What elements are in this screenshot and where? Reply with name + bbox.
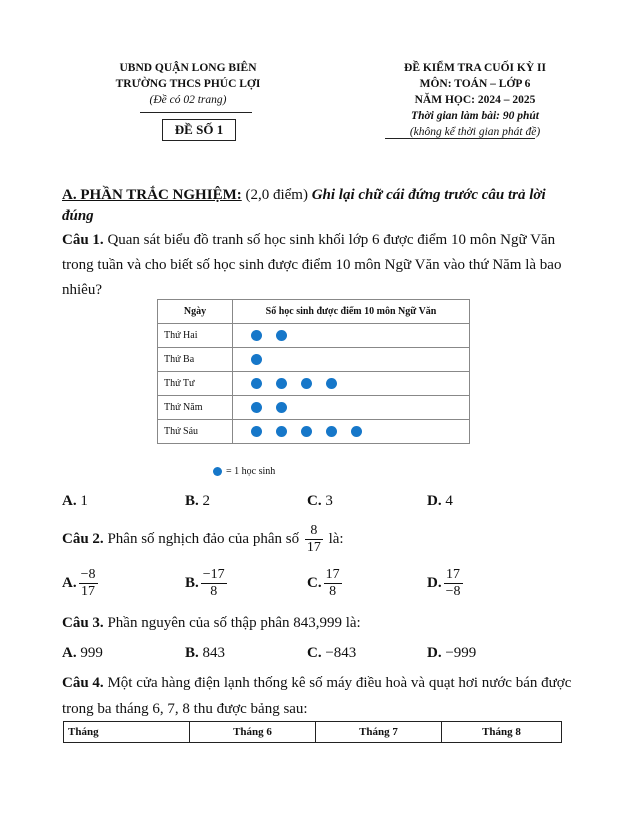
table-header-row bbox=[64, 722, 562, 743]
section-title: A. PHẦN TRẮC NGHIỆM: bbox=[62, 187, 242, 203]
day-label: Thứ Ba bbox=[158, 348, 233, 372]
legend-label: = 1 học sinh bbox=[226, 466, 276, 477]
student-dot-icon bbox=[276, 402, 287, 413]
table-row bbox=[158, 348, 470, 372]
option-d[interactable]: D. −999 bbox=[427, 645, 477, 661]
header-cell: Tháng bbox=[64, 722, 190, 743]
table-row bbox=[158, 372, 470, 396]
school-name: TRƯỜNG THCS PHÚC LỢI bbox=[115, 78, 261, 90]
option-b[interactable]: B. $\frac{-17}{8}$ bbox=[185, 567, 225, 599]
question-label: Câu 3. bbox=[62, 615, 104, 631]
section-a-heading bbox=[62, 185, 572, 227]
exam-title: ĐỀ KIỂM TRA CUỐI KỲ II bbox=[404, 62, 546, 74]
col-header-count: Số học sinh được điểm 10 môn Ngữ Văn bbox=[233, 300, 470, 324]
duration-note: (không kể thời gian phát đề) bbox=[409, 126, 541, 138]
page-count-note: (Đề có 02 trang) bbox=[149, 94, 227, 106]
exam-duration: Thời gian làm bài: 90 phút bbox=[411, 110, 539, 122]
question-2 bbox=[62, 521, 572, 557]
student-dot-icon bbox=[301, 426, 312, 437]
question-label: Câu 1. bbox=[62, 232, 104, 248]
student-dot-icon bbox=[251, 378, 262, 389]
col-header-day: Ngày bbox=[158, 300, 233, 324]
question-label: Câu 2. bbox=[62, 531, 104, 547]
option-c[interactable]: C. 3 bbox=[307, 493, 333, 509]
student-dot-icon bbox=[326, 426, 337, 437]
legend-dot-icon bbox=[213, 467, 222, 476]
header-rule-left bbox=[140, 112, 252, 113]
option-c[interactable]: C. $\frac{17}{8}$ bbox=[307, 567, 340, 599]
subject: MÔN: TOÁN – LỚP 6 bbox=[419, 78, 531, 90]
section-points: (2,0 điểm) bbox=[245, 187, 308, 203]
legend bbox=[213, 465, 275, 479]
student-dot-icon bbox=[276, 378, 287, 389]
question-text: Quan sát biểu đồ tranh số học sinh khối lớp 6 được điểm 10 môn Ngữ Văn trong tuần và cho biết số học sinh được điểm 10 môn Ngữ Văn vào thứ Năm là bao nhiêu? bbox=[62, 232, 562, 298]
option-b[interactable]: B. 2 bbox=[185, 493, 211, 509]
table-row bbox=[158, 396, 470, 420]
dot-cell bbox=[233, 420, 470, 444]
q2-options bbox=[62, 567, 582, 607]
header-cell: Tháng 8 bbox=[442, 722, 562, 743]
day-label: Thứ Hai bbox=[158, 324, 233, 348]
student-dot-icon bbox=[301, 378, 312, 389]
option-d[interactable]: D. $\frac{17}{-8}$ bbox=[427, 567, 461, 599]
option-d[interactable]: D. 4 bbox=[427, 493, 453, 509]
student-dot-icon bbox=[251, 402, 262, 413]
student-dot-icon bbox=[251, 354, 262, 365]
question-3 bbox=[62, 611, 572, 636]
question-4 bbox=[62, 670, 572, 722]
dot-cell bbox=[233, 372, 470, 396]
pictograph-table bbox=[157, 299, 470, 444]
option-b[interactable]: B. 843 bbox=[185, 645, 226, 661]
student-dot-icon bbox=[251, 330, 262, 341]
student-dot-icon bbox=[326, 378, 337, 389]
section-instruction: Ghi lại chữ cái đứng trước câu trả lời đúng bbox=[62, 187, 546, 224]
exam-header bbox=[375, 60, 575, 140]
dot-cell bbox=[233, 324, 470, 348]
exam-code-box: ĐỀ SỐ 1 bbox=[162, 119, 236, 141]
dot-cell bbox=[233, 348, 470, 372]
header-cell: Tháng 7 bbox=[316, 722, 442, 743]
header-rule-right bbox=[385, 138, 535, 139]
option-a[interactable]: A. $\frac{-8}{17}$ bbox=[62, 567, 96, 599]
student-dot-icon bbox=[276, 426, 287, 437]
question-1 bbox=[62, 228, 572, 303]
option-a[interactable]: A. 1 bbox=[62, 493, 88, 509]
school-header bbox=[98, 60, 278, 108]
dot-cell bbox=[233, 396, 470, 420]
school-year: NĂM HỌC: 2024 – 2025 bbox=[414, 94, 536, 106]
header-cell: Tháng 6 bbox=[190, 722, 316, 743]
day-label: Thứ Năm bbox=[158, 396, 233, 420]
day-label: Thứ Tư bbox=[158, 372, 233, 396]
question-label: Câu 4. bbox=[62, 675, 104, 691]
student-dot-icon bbox=[351, 426, 362, 437]
fraction: $\frac{8}{17}$ bbox=[306, 523, 321, 556]
question-suffix: là: bbox=[328, 531, 344, 547]
question-text: Phân số nghịch đảo của phân số bbox=[107, 531, 300, 547]
option-c[interactable]: C. −843 bbox=[307, 645, 357, 661]
day-label: Thứ Sáu bbox=[158, 420, 233, 444]
question-text: Một cửa hàng điện lạnh thống kê số máy điều hoà và quạt hơi nước bán được trong ba tháng 6, 7, 8 thu được bảng sau: bbox=[62, 675, 572, 717]
table-row bbox=[158, 324, 470, 348]
student-dot-icon bbox=[251, 426, 262, 437]
option-a[interactable]: A. 999 bbox=[62, 645, 103, 661]
question-text: Phần nguyên của số thập phân 843,999 là: bbox=[107, 615, 361, 631]
table-row bbox=[158, 420, 470, 444]
student-dot-icon bbox=[276, 330, 287, 341]
sales-table bbox=[63, 721, 562, 743]
district-name: UBND QUẬN LONG BIÊN bbox=[119, 62, 257, 74]
